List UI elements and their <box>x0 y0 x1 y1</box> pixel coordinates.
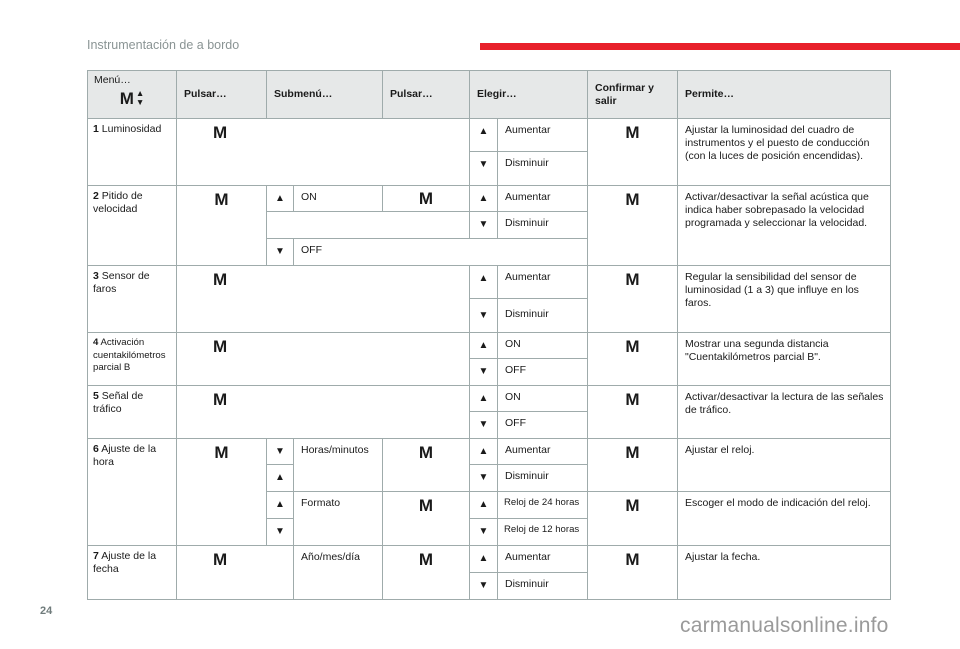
row-6-choice-up-arrow-icon-1: ▲ <box>469 438 498 465</box>
row-7-confirm-m-icon: M <box>587 545 678 600</box>
row-2-submenu-off: OFF <box>293 238 588 266</box>
row-5-description: Activar/desactivar la lectura de las señales de tráfico. <box>677 385 891 439</box>
row-2-description: Activar/desactivar la señal acústica que indica haber sobrepasado la velocidad programada y seleccionar la velocidad. <box>677 185 891 266</box>
row-7-menu-label: 7 Ajuste de la fecha <box>87 545 177 600</box>
row-3-down-arrow-icon: ▼ <box>469 298 498 333</box>
header-allows: Permite… <box>677 70 891 119</box>
header-menu-label: Menú… <box>94 74 131 86</box>
row-1-down-arrow-icon: ▼ <box>469 151 498 186</box>
down-arrow-icon: ▼ <box>135 97 145 107</box>
row-1-choice-increase: Aumentar <box>497 118 588 152</box>
row-6-format-down-arrow-icon: ▼ <box>266 518 294 546</box>
row-6-choice-up-arrow-icon-2: ▲ <box>469 491 498 519</box>
row-5-menu-label: 5 Señal de tráfico <box>87 385 177 439</box>
row-5-m-button-icon: M <box>176 385 470 439</box>
row-5-choice-off: OFF <box>497 411 588 439</box>
row-2-confirm-m-icon: M <box>587 185 678 266</box>
row-6-menu-label: 6 Ajuste de la hora <box>87 438 177 546</box>
row-6-submenu-hours-minutes: Horas/minutos <box>293 438 383 492</box>
section-title: Instrumentación de a bordo <box>87 38 240 52</box>
header-menu <box>87 70 177 119</box>
row-4-choice-off: OFF <box>497 358 588 386</box>
row-6-confirm-m-icon-2: M <box>587 491 678 546</box>
row-6-confirm-m-icon-1: M <box>587 438 678 492</box>
row-4-menu-label: 4 Activación cuentakilómetros parcial B <box>87 332 177 386</box>
watermark: carmanualsonline.info <box>680 614 889 637</box>
row-7-down-arrow-icon: ▼ <box>469 572 498 600</box>
row-6-description-1: Ajustar el reloj. <box>677 438 891 492</box>
row-6-choice-down-arrow-icon-1: ▼ <box>469 464 498 492</box>
row-2-choice-down-arrow-icon: ▼ <box>469 211 498 239</box>
row-4-confirm-m-icon: M <box>587 332 678 386</box>
row-6-m-button-icon: M <box>176 438 267 546</box>
row-4-choice-on: ON <box>497 332 588 359</box>
row-6-submenu-format: Formato <box>293 491 383 546</box>
page-number: 24 <box>40 605 53 617</box>
row-4-description: Mostrar una segunda distancia "Cuentakilómetros parcial B". <box>677 332 891 386</box>
row-1-description: Ajustar la luminosidad del cuadro de instrumentos y el puesto de conducción (con la luces de posición encendidas). <box>677 118 891 186</box>
row-1-choice-decrease: Disminuir <box>497 151 588 186</box>
row-6-choice-24h: Reloj de 24 horas <box>497 491 588 519</box>
header-confirm: Confirmar y salir <box>587 70 678 119</box>
row-3-description: Regular la sensibilidad del sensor de luminosidad (1 a 3) que influye en los faros. <box>677 265 891 333</box>
row-7-choice-decrease: Disminuir <box>497 572 588 600</box>
row-2-up-arrow-icon: ▲ <box>266 185 294 212</box>
row-2-down-arrow-icon: ▼ <box>266 238 294 266</box>
row-4-m-button-icon: M <box>176 332 470 386</box>
row-7-submenu-date: Año/mes/día <box>293 545 383 600</box>
row-4-up-arrow-icon: ▲ <box>469 332 498 359</box>
row-3-m-button-icon: M <box>176 265 470 333</box>
row-6-choice-decrease: Disminuir <box>497 464 588 492</box>
row-7-press-m-icon: M <box>382 545 470 600</box>
row-6-choice-12h: Reloj de 12 horas <box>497 518 588 546</box>
row-5-confirm-m-icon: M <box>587 385 678 439</box>
row-5-choice-on: ON <box>497 385 588 412</box>
row-6-submenu-down-arrow-icon: ▼ <box>266 438 294 465</box>
row-2-empty-cell <box>266 211 470 239</box>
row-5-down-arrow-icon: ▼ <box>469 411 498 439</box>
row-7-m-button-icon: M <box>176 545 294 600</box>
header-press-2: Pulsar… <box>382 70 470 119</box>
row-1-menu-label: 1 Luminosidad <box>87 118 177 186</box>
row-2-choice-increase: Aumentar <box>497 185 588 212</box>
row-6-choice-down-arrow-icon-2: ▼ <box>469 518 498 546</box>
row-6-press-m-icon-2: M <box>382 491 470 546</box>
row-6-press-m-icon-1: M <box>382 438 470 492</box>
row-6-choice-increase: Aumentar <box>497 438 588 465</box>
row-2-submenu-on: ON <box>293 185 383 212</box>
row-3-choice-increase: Aumentar <box>497 265 588 299</box>
row-7-choice-increase: Aumentar <box>497 545 588 573</box>
header-submenu: Submenú… <box>266 70 383 119</box>
up-arrow-icon: ▲ <box>135 88 145 98</box>
row-2-m-button-icon: M <box>176 185 267 266</box>
row-2-press-m-icon: M <box>382 185 470 212</box>
row-6-description-2: Escoger el modo de indicación del reloj. <box>677 491 891 546</box>
row-3-menu-label: 3 Sensor de faros <box>87 265 177 333</box>
row-7-up-arrow-icon: ▲ <box>469 545 498 573</box>
row-2-menu-label: 2 Pitido de velocidad <box>87 185 177 266</box>
row-7-description: Ajustar la fecha. <box>677 545 891 600</box>
m-button-icon: M <box>119 88 134 108</box>
row-5-up-arrow-icon: ▲ <box>469 385 498 412</box>
row-2-choice-decrease: Disminuir <box>497 211 588 239</box>
row-1-up-arrow-icon: ▲ <box>469 118 498 152</box>
row-6-format-up-arrow-icon: ▲ <box>266 491 294 519</box>
row-6-submenu-up-arrow-icon: ▲ <box>266 464 294 492</box>
row-1-confirm-m-icon: M <box>587 118 678 186</box>
row-3-choice-decrease: Disminuir <box>497 298 588 333</box>
row-3-confirm-m-icon: M <box>587 265 678 333</box>
header-choose: Elegir… <box>469 70 588 119</box>
menu-navigation-icon <box>94 89 170 107</box>
row-4-down-arrow-icon: ▼ <box>469 358 498 386</box>
row-3-up-arrow-icon: ▲ <box>469 265 498 299</box>
row-1-m-button-icon: M <box>176 118 470 186</box>
row-2-choice-up-arrow-icon: ▲ <box>469 185 498 212</box>
header-press: Pulsar… <box>176 70 267 119</box>
